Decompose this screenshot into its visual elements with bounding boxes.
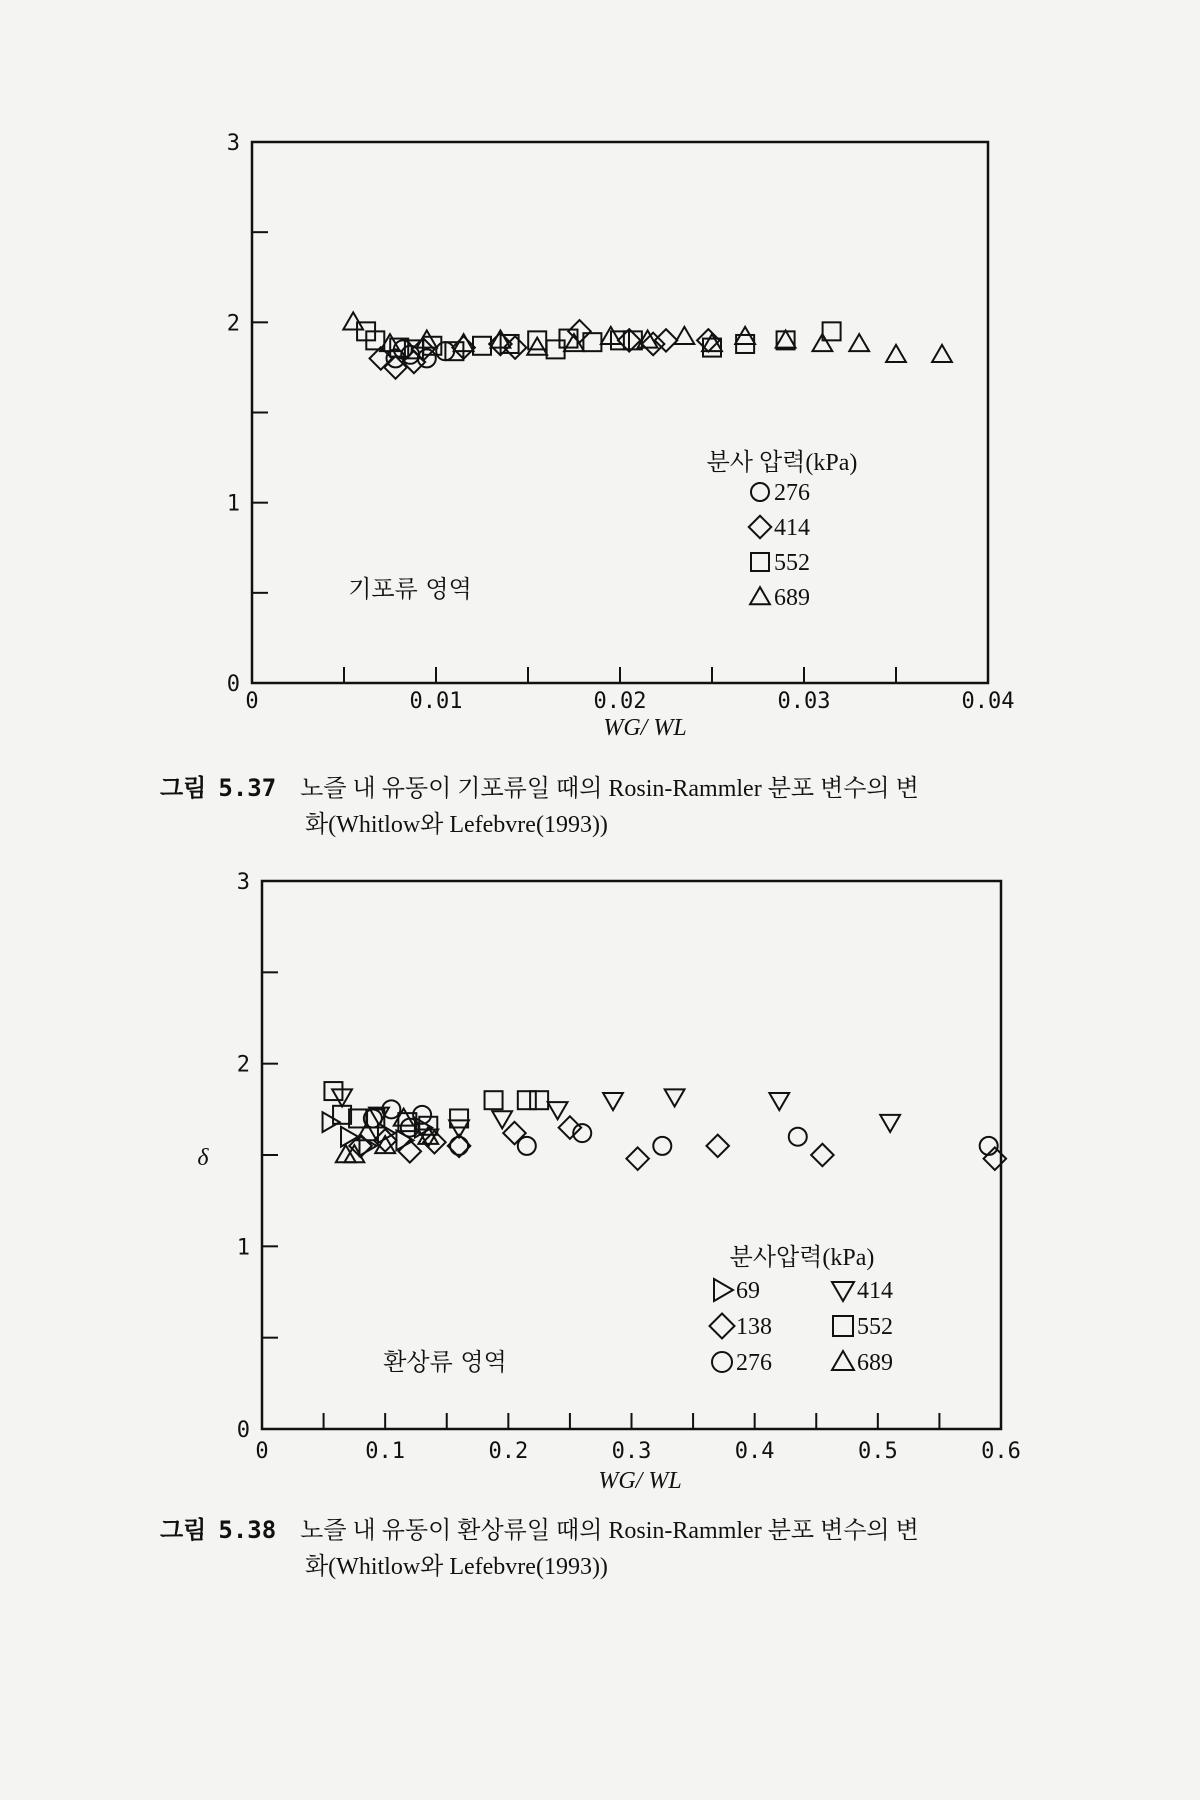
caption-fig-label: 그림 [160,774,207,802]
data-point [653,1137,671,1155]
chart-1 [227,131,1015,741]
data-point [341,1127,358,1147]
data-point [886,345,906,362]
legend-marker [833,1316,853,1336]
legend-marker [750,587,770,604]
data-point [626,1147,649,1170]
caption-line-2: 화(Whitlow와 Lefebvre(1993)) [305,1554,608,1580]
legend-marker [712,1352,732,1372]
x-tick-label: 0.3 [611,1439,652,1464]
data-point [473,337,491,355]
region-label: 기포류 영역 [348,575,472,603]
data-point [547,340,565,358]
x-axis-title: WG/ WL [603,715,687,741]
legend-marker [751,553,769,571]
legend-marker [832,1282,854,1301]
legend-label: 276 [736,1350,772,1376]
series-138 [349,1116,1006,1170]
data-point [518,1091,536,1109]
y-tick-label: 0 [236,1418,250,1443]
y-tick-label: 2 [226,311,240,337]
data-point [343,312,363,329]
data-point [450,1137,468,1155]
legend-marker [710,1314,735,1339]
legend-marker [751,483,769,501]
caption-line-1: 노즐 내 유동이 환상류일 때의 Rosin-Rammler 분포 변수의 변 [300,1518,919,1544]
data-point [776,330,796,347]
legend-label: 552 [774,550,810,576]
data-point [559,1116,582,1139]
y-tick-label: 3 [236,870,250,895]
data-point [492,1111,512,1128]
data-point [485,1091,503,1109]
x-tick-label: 0 [245,689,259,714]
data-point [503,1122,525,1145]
data-point [323,1112,340,1132]
data-point [984,1147,1007,1170]
caption-line-2: 화(Whitlow와 Lefebvre(1993)) [305,812,608,838]
legend-marker [714,1279,733,1301]
legend-label: 414 [857,1278,893,1304]
caption-line-1: 노즐 내 유동이 기포류일 때의 Rosin-Rammler 분포 변수의 변 [300,776,919,802]
data-point [811,1144,834,1167]
caption-fig-number: 5.38 [218,1516,277,1544]
y-tick-label: 0 [226,672,240,697]
x-tick-label: 0.04 [961,689,1015,714]
plot-frame [262,881,1001,1429]
x-tick-label: 0.03 [777,689,831,714]
data-point [849,334,869,351]
legend-marker [832,1351,854,1370]
legend-label: 276 [774,480,810,506]
legend [707,449,858,611]
legend-label: 689 [857,1350,893,1376]
figure-caption-5-37 [160,770,1060,843]
data-point [880,1115,900,1132]
data-point [530,1091,548,1109]
figure-caption-5-38 [160,1512,1060,1585]
data-point [611,331,629,349]
y-axis-title: δ [197,1145,209,1171]
y-tick-label: 3 [226,131,240,156]
y-tick-label: 1 [226,491,240,517]
series-552 [324,1082,548,1135]
data-point [527,338,547,355]
legend-marker [749,516,772,539]
data-point [789,1128,807,1146]
y-tick-label: 2 [236,1052,250,1078]
caption-fig-number: 5.37 [218,774,277,802]
x-tick-label: 0.5 [857,1439,898,1464]
legend-label: 69 [736,1278,760,1304]
legend [710,1244,894,1376]
caption-fig-label: 그림 [160,1516,207,1544]
legend-label: 552 [857,1314,893,1340]
x-tick-label: 0.6 [981,1439,1021,1464]
series-552 [357,322,841,360]
data-point [548,1102,568,1119]
region-label: 환상류 영역 [383,1348,507,1376]
legend-label: 689 [774,585,810,611]
x-tick-label: 0.02 [593,689,647,714]
legend-label: 414 [774,515,810,541]
data-point [932,345,952,362]
data-point [417,330,437,347]
data-point [665,1089,685,1106]
data-point [603,1093,623,1110]
chart-2 [197,870,1020,1494]
x-axis-title: WG/ WL [598,1468,682,1494]
y-tick-label: 1 [236,1235,250,1261]
legend-label: 138 [736,1314,772,1340]
data-point [518,1137,536,1155]
x-tick-label: 0.1 [365,1439,406,1464]
x-tick-label: 0.4 [734,1439,775,1464]
x-tick-label: 0.2 [488,1439,529,1464]
x-tick-label: 0.01 [409,689,463,714]
data-point [706,1135,729,1158]
x-tick-label: 0 [255,1439,269,1464]
data-point [769,1093,789,1110]
legend-title: 분사압력(kPa) [729,1245,875,1271]
legend-title: 분사 압력(kPa) [706,450,858,476]
